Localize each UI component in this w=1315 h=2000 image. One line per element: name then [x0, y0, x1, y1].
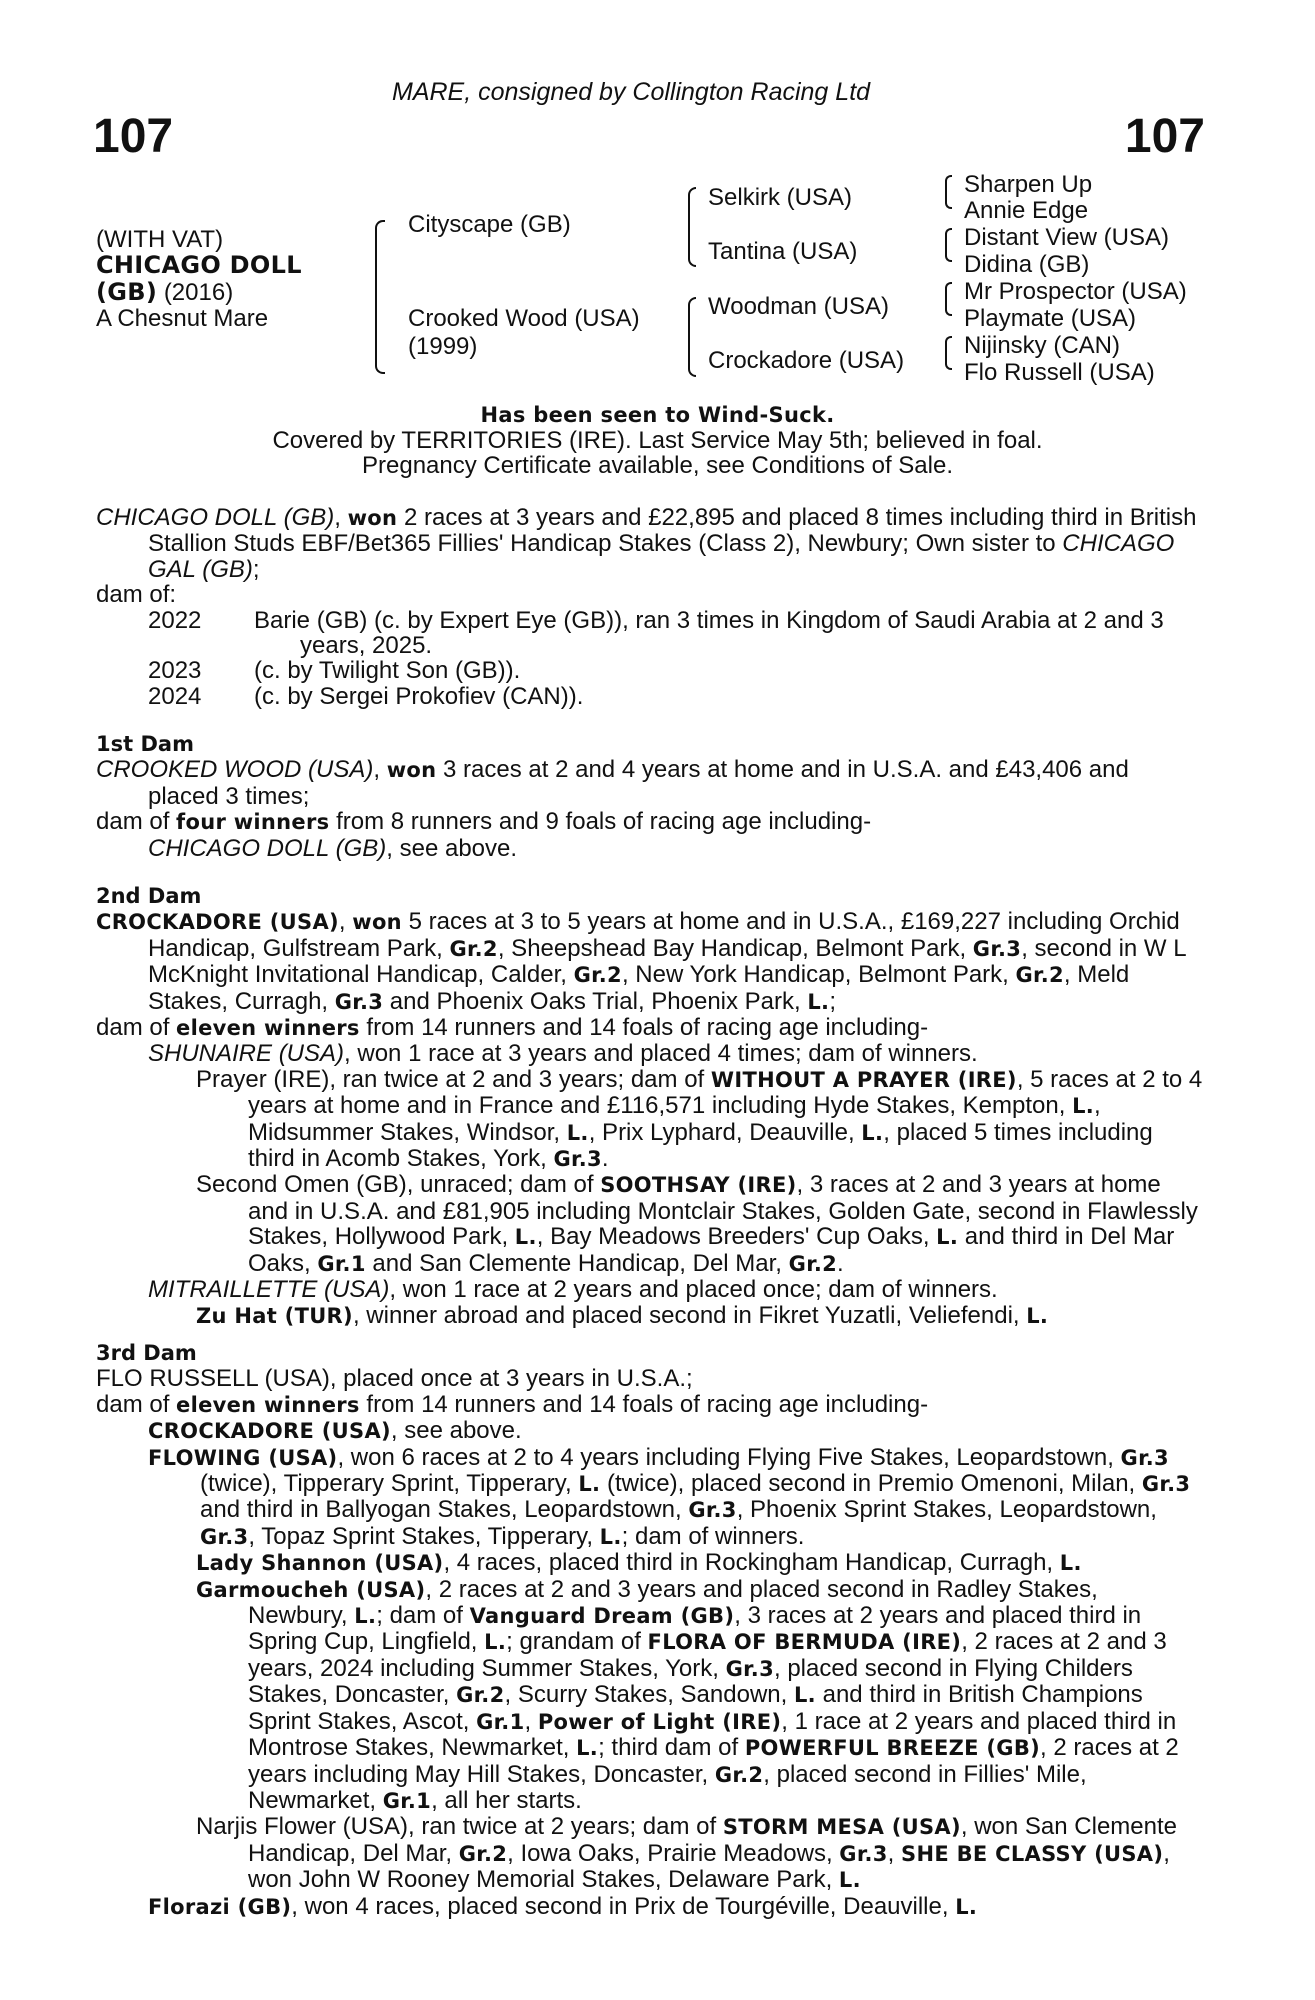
grade: Gr.1 [382, 1788, 432, 1813]
foal-row [96, 608, 1204, 659]
record-text: 2 races at 3 years and £22,895 and placed 8 times including third in British Stallion Studs EBF/Bet365 Fillies' Handicap Stakes (Class 2), Newbury; Own sister to [148, 504, 1197, 558]
vanguard-dream-name: Vanguard Dream (GB) [469, 1604, 735, 1629]
grade: Gr.2 [573, 963, 622, 988]
pedigree-dam-sire: Woodman (USA) [708, 293, 889, 320]
garmoucheh-text: , Scurry Stakes, Sandown, [504, 1681, 794, 1709]
omen-text: and San Clemente Handicap, Del Mar, [365, 1249, 789, 1277]
flowing-text: (twice), placed second in Premio Omenoni, Milan, [600, 1470, 1142, 1498]
pedigree-ddd: Flo Russell (USA) [964, 359, 1155, 386]
third-dam-winners: eleven winners [176, 1392, 360, 1417]
soothsay-name: SOOTHSAY (IRE) [600, 1173, 797, 1198]
record-end: ; [252, 555, 260, 583]
second-dam-section [96, 884, 1204, 1329]
lady-shannon-text: , 4 races, placed third in Rockingham Handicap, Curragh, [443, 1549, 1060, 1577]
second-dam-runners: from 14 runners and 14 foals of racing age including- [359, 1014, 929, 1042]
flowing-text: ; dam of winners. [621, 1522, 805, 1550]
grade: L. [576, 1736, 599, 1761]
grade: Gr.3 [688, 1498, 737, 1523]
horse-record [96, 505, 1204, 709]
flowing-text: (twice), Tipperary Sprint, Tipperary, [200, 1470, 579, 1498]
omen-text: , Bay Meadows Breeders' Cup Oaks, [536, 1223, 937, 1251]
pedigree-brace-ds [945, 282, 952, 316]
pedigree-dam-dam: Crockadore (USA) [708, 347, 905, 374]
consignment-title: MARE, consigned by Collington Racing Ltd [392, 78, 871, 106]
prayer-text: , Midsummer Stakes, Windsor, [248, 1092, 1101, 1146]
horse-description: A Chesnut Mare [96, 305, 269, 332]
foal-text: (c. by Twilight Son (GB)). [254, 657, 521, 685]
zu-hat-text: , winner abroad and placed second in Fikret Yuzatli, Veliefendi, [352, 1301, 1027, 1329]
she-be-classy-name: SHE BE CLASSY (USA) [901, 1841, 1164, 1866]
narjis-text: , won San Clemente Handicap, Del Mar, [248, 1813, 1177, 1867]
grade: L. [1072, 1094, 1095, 1119]
pedigree-sire-dam: Tantina (USA) [708, 238, 858, 265]
garmoucheh-text: ; third dam of [598, 1734, 745, 1762]
second-dam-damof: dam of [96, 1014, 177, 1042]
third-dam-runners: from 14 runners and 14 foals of racing age including- [359, 1390, 929, 1418]
second-dam-won: won [352, 910, 402, 935]
third-dam-heading: 3rd Dam [96, 1341, 197, 1365]
power-of-light-name: Power of Light (IRE) [537, 1709, 782, 1734]
prayer-text: Prayer (IRE), ran twice at 2 and 3 years; dam of [196, 1065, 711, 1093]
pedigree-sire: Cityscape (GB) [408, 211, 571, 238]
narjis-flower-entry [96, 1814, 1204, 1893]
shunaire-name: SHUNAIRE (USA) [148, 1040, 345, 1068]
horse-year: (2016) [163, 279, 234, 306]
pedigree-brace-sd [945, 228, 952, 262]
narjis-text: , won John W Rooney Memorial Stakes, Delaware Park, [248, 1839, 1170, 1894]
shunaire-text: , won 1 race at 3 years and placed 4 times; dam of winners. [344, 1040, 978, 1068]
pedigree-brace-dd [945, 336, 952, 370]
lady-shannon-name: Lady Shannon (USA) [196, 1551, 444, 1576]
first-dam-runners: from 8 runners and 9 foals of racing age including- [329, 808, 872, 836]
crockadore-name: CROCKADORE (USA) [148, 1419, 391, 1444]
grade: L. [484, 1630, 507, 1655]
pedigree-dam-year: (1999) [408, 333, 478, 360]
grade: Gr.3 [839, 1841, 888, 1866]
grade: Gr.2 [458, 1841, 508, 1866]
horse-country: (GB) [96, 278, 158, 306]
pedigree-sss: Sharpen Up [964, 171, 1093, 198]
garmoucheh-text: ; dam of [376, 1602, 470, 1630]
foal-year: 2024 [148, 682, 202, 710]
pedigree-sire-sire: Selkirk (USA) [708, 184, 853, 211]
third-dam-section [96, 1341, 1204, 1920]
pedigree-dam: Crooked Wood (USA) [408, 305, 640, 332]
foal-text: Barie (GB) (c. by Expert Eye (GB)), ran 3 times in Kingdom of Saudi Arabia at 2 and 3 years, 2025. [254, 606, 1164, 660]
second-dam-text: , second in W L McKnight Invitational Handicap, Calder, [148, 934, 1186, 989]
third-dam-damof: dam of [96, 1390, 177, 1418]
pedigree-sdd: Didina (GB) [964, 251, 1090, 278]
grade: L. [936, 1225, 959, 1250]
second-dam-text: , Sheepshead Bay Handicap, Belmont Park, [497, 934, 973, 962]
flora-of-bermuda-name: FLORA OF BERMUDA (IRE) [647, 1630, 962, 1655]
mitraillette-entry [96, 1277, 1204, 1302]
garmoucheh-text: , 2 races at 2 and 3 years, 2024 including Summer Stakes, York, [248, 1628, 1167, 1682]
grade: L. [861, 1120, 884, 1145]
grade: L. [354, 1604, 377, 1629]
lot-number-right: 107 [1124, 110, 1205, 163]
vat-label: (WITH VAT) [96, 226, 224, 253]
pedigree-dsd: Playmate (USA) [964, 305, 1137, 332]
prayer-text: , Prix Lyphard, Deauville, [588, 1118, 862, 1146]
dam-of-label: dam of: [96, 581, 177, 609]
record-sister: CHICAGO GAL (GB) [148, 530, 1175, 583]
first-dam-winners: four winners [176, 810, 330, 835]
first-dam-heading: 1st Dam [96, 732, 194, 756]
grade: Gr.3 [725, 1656, 774, 1681]
grade: L. [807, 989, 830, 1014]
garmoucheh-text: , [524, 1707, 538, 1735]
flowing-entry [96, 1445, 1204, 1551]
second-dam-text: , New York Handicap, Belmont Park, [621, 961, 1016, 989]
without-a-prayer-name: WITHOUT A PRAYER (IRE) [710, 1067, 1017, 1092]
prayer-text: . [601, 1145, 609, 1173]
first-dam-section [96, 732, 1204, 861]
pedigree-dss: Mr Prospector (USA) [964, 278, 1187, 305]
third-dam-produce [96, 1392, 1204, 1418]
foal-text: (c. by Sergei Prokofiev (CAN)). [254, 682, 584, 710]
grade: Gr.3 [553, 1147, 602, 1172]
foal-year: 2022 [148, 606, 202, 634]
garmoucheh-text: , placed second in Flying Childers Stakes, Doncaster, [248, 1654, 1133, 1709]
grade: L. [1026, 1303, 1049, 1328]
zu-hat-name: Zu Hat (TUR) [196, 1303, 353, 1328]
narjis-text: , Iowa Oaks, Prairie Meadows, [507, 1839, 840, 1867]
garmoucheh-text: , 2 races at 2 years including May Hill Stakes, Doncaster, [248, 1734, 1179, 1788]
grade: Gr.3 [972, 936, 1022, 961]
first-dam-name: CROOKED WOOD (USA) [96, 756, 374, 784]
grade: Gr.3 [1141, 1472, 1191, 1497]
third-dam-record: FLO RUSSELL (USA), placed once at 3 years in U.S.A.; [96, 1365, 693, 1393]
pedigree-brace-sire [688, 187, 696, 267]
garmoucheh-text: , 3 races at 2 years and placed third in Spring Cup, Lingfield, [248, 1602, 1142, 1656]
grade: L. [838, 1868, 861, 1893]
first-dam-produce [96, 809, 1204, 835]
lot-number-left: 107 [93, 110, 174, 163]
prayer-entry [96, 1067, 1204, 1173]
grade: Gr.3 [1120, 1445, 1169, 1470]
garmoucheh-text: and third in British Champions Sprint Stakes, Ascot, [248, 1681, 1143, 1735]
pregnancy-note: Pregnancy Certificate available, see Conditions of Sale. [362, 452, 953, 479]
pedigree-brace-dam [688, 297, 696, 377]
grade: L. [566, 1120, 589, 1145]
flowing-name: FLOWING (USA) [148, 1445, 338, 1470]
record-won: won [347, 506, 398, 530]
crockadore-text: , see above. [390, 1417, 522, 1445]
flowing-text: , Topaz Sprint Stakes, Tipperary, [248, 1522, 600, 1550]
prayer-text: , placed 5 times including third in Acomb Stakes, York, [248, 1118, 1153, 1173]
garmoucheh-text: , placed second in Fillies' Mile, Newmarket, [248, 1760, 1087, 1814]
flowing-text: and third in Ballyogan Stakes, Leopardstown, [200, 1496, 689, 1524]
second-omen-entry [96, 1172, 1204, 1277]
second-dam-text: and Phoenix Oaks Trial, Phoenix Park, [383, 987, 808, 1015]
pedigree-dds: Nijinsky (CAN) [964, 332, 1120, 359]
florazi-name: Florazi (GB) [148, 1894, 292, 1919]
first-dam-text: 3 races at 2 and 4 years at home and in U.S.A. and £43,406 and placed 3 times; [148, 756, 1129, 810]
grade: L. [955, 1894, 978, 1919]
mitraillette-name: MITRAILLETTE (USA) [148, 1276, 390, 1304]
garmoucheh-text: , 2 races at 2 and 3 years and placed second in Radley Stakes, Newbury, [248, 1575, 1098, 1630]
flowing-text: , won 6 races at 2 to 4 years including Flying Five Stakes, Leopardstown, [337, 1443, 1121, 1471]
grade: Gr.2 [788, 1251, 838, 1276]
powerful-breeze-name: POWERFUL BREEZE (GB) [744, 1736, 1041, 1761]
grade: L. [1059, 1551, 1082, 1576]
garmoucheh-text: , 1 race at 2 years and placed third in Montrose Stakes, Newmarket, [248, 1707, 1177, 1762]
shunaire-entry [96, 1041, 1204, 1066]
first-dam-won: won [386, 758, 437, 783]
zu-hat-entry [96, 1303, 1204, 1329]
omen-text: , 3 races at 2 and 3 years at home and in U.S.A. and £81,905 including Montclair Stakes, Golden Gate, second in Flawlessly Stakes, Hollywood Park, [248, 1171, 1198, 1251]
florazi-entry [96, 1894, 1204, 1920]
garmoucheh-text: ; grandam of [506, 1628, 648, 1656]
foal-year: 2023 [148, 657, 202, 685]
omen-text: Second Omen (GB), unraced; dam of [196, 1171, 601, 1199]
pedigree-brace-gen1 [375, 220, 385, 374]
second-dam-winners: eleven winners [176, 1016, 360, 1041]
garmoucheh-name: Garmoucheh (USA) [196, 1577, 426, 1602]
grade: L. [578, 1472, 601, 1497]
grade: L. [599, 1524, 622, 1549]
first-dam-record: CROOKED WOOD (USA), won 3 races at 2 and 4 years at home and in U.S.A. and £43,406 and placed 3 times; [96, 756, 1129, 810]
record-horse-name: CHICAGO DOLL (GB) [96, 504, 335, 531]
first-dam-child-text: , see above. [386, 834, 518, 862]
foal-row [96, 684, 1204, 709]
narjis-text: , [887, 1839, 902, 1867]
grade: Gr.2 [449, 936, 498, 961]
foal-row [96, 658, 1204, 683]
covered-note: Covered by TERRITORIES (IRE). Last Service May 5th; believed in foal. [272, 427, 1043, 454]
omen-text: and third in Del Mar Oaks, [248, 1223, 1175, 1277]
grade: Gr.2 [456, 1683, 505, 1708]
first-dam-damof: dam of [96, 808, 177, 836]
lady-shannon-entry [96, 1550, 1204, 1576]
second-dam-heading: 2nd Dam [96, 884, 202, 908]
grade: Gr.3 [200, 1524, 249, 1549]
second-dam-text: , Meld Stakes, Curragh, [148, 961, 1130, 1015]
second-dam-name: CROCKADORE (USA) [96, 910, 339, 935]
pedigree-ssd: Annie Edge [964, 197, 1089, 224]
first-dam-child-name: CHICAGO DOLL (GB) [148, 834, 387, 862]
grade: L. [514, 1225, 537, 1250]
pedigree-sds: Distant View (USA) [964, 224, 1169, 251]
flowing-text: , Phoenix Sprint Stakes, Leopardstown, [736, 1496, 1157, 1524]
grade: Gr.2 [1015, 963, 1064, 988]
crockadore-entry [96, 1418, 1204, 1444]
grade: Gr.1 [317, 1251, 366, 1276]
florazi-text: , won 4 races, placed second in Prix de Tourgéville, Deauville, [291, 1892, 956, 1920]
mitraillette-text: , won 1 race at 2 years and placed once; dam of winners. [389, 1276, 998, 1304]
horse-record-paragraph: CHICAGO DOLL (GB), won 2 races at 3 years and £22,895 and placed 8 times including third in British Stallion Studs EBF/Bet365 Fillies' Handicap Stakes (Class 2), Newbury; Own sister to CHICAGO GAL (GB); [96, 504, 1197, 583]
horse-country-year [96, 280, 233, 305]
garmoucheh-text: , all her starts. [431, 1786, 582, 1814]
omen-text: . [837, 1249, 844, 1277]
grade: Gr.1 [476, 1709, 525, 1734]
second-dam-text: ; [829, 987, 836, 1015]
second-dam-text: 5 races at 3 to 5 years at home and in U.S.A., £169,227 including Orchid Handicap, Gulfstream Park, [148, 908, 1180, 962]
garmoucheh-entry [96, 1577, 1204, 1815]
storm-mesa-name: STORM MESA (USA) [722, 1815, 961, 1840]
prayer-text: , 5 races at 2 to 4 years at home and in France and £116,571 including Hyde Stakes, Kempton, [248, 1065, 1203, 1120]
pedigree-brace-ss [945, 175, 952, 209]
grade: Gr.3 [334, 989, 384, 1014]
horse-name: CHICAGO DOLL [96, 251, 302, 279]
windsuck-note: Has been seen to Wind-Suck. [480, 403, 835, 427]
second-dam-record: CROCKADORE (USA), won 5 races at 3 to 5 years at home and in U.S.A., £169,227 including Orchid Handicap, Gulfstream Park, Gr.2, Sheepshead Bay Handicap, Belmont Park, Gr.3, second in W L McKnight Invitational Handicap, Calder, Gr.2, New York Handicap, Belmont Park, Gr.2, Meld Stakes, Curragh, Gr.3 and Phoenix Oaks Trial, Phoenix Park, L.; [96, 908, 1186, 1015]
narjis-text: Narjis Flower (USA), ran twice at 2 years; dam of [196, 1813, 723, 1841]
first-dam-child [96, 836, 1204, 861]
grade: L. [793, 1683, 816, 1708]
second-dam-produce [96, 1015, 1204, 1041]
grade: Gr.2 [714, 1762, 764, 1787]
